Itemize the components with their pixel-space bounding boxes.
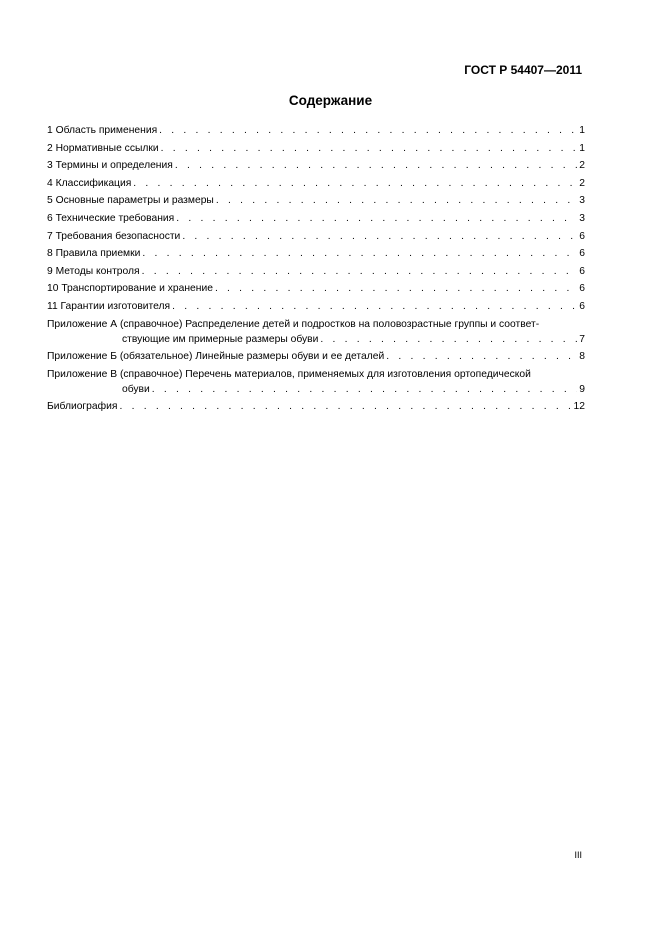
toc-item-label: 2 Нормативные ссылки bbox=[47, 142, 159, 154]
toc-leader-dots bbox=[215, 283, 577, 294]
toc-annex-page: 7 bbox=[579, 333, 585, 345]
toc-item[interactable] bbox=[47, 283, 585, 301]
toc-item-label: 1 Область применения bbox=[47, 125, 158, 136]
toc-annex-label: Приложение Б (обязательное) Линейные размеры обуви и ее деталей bbox=[47, 351, 385, 363]
toc-item-page: 6 bbox=[579, 230, 585, 242]
toc-item[interactable] bbox=[47, 266, 585, 284]
toc-annex-page: 8 bbox=[579, 351, 585, 363]
toc-item-page: 6 bbox=[579, 248, 585, 260]
toc-item-page: 1 bbox=[579, 142, 585, 154]
table-of-contents bbox=[47, 125, 585, 419]
toc-leader-dots bbox=[216, 195, 577, 206]
toc-item[interactable] bbox=[47, 231, 585, 249]
toc-item-page: 3 bbox=[579, 195, 585, 207]
toc-item-page: 6 bbox=[579, 283, 585, 295]
toc-leader-dots bbox=[161, 143, 578, 154]
toc-bibliography[interactable] bbox=[47, 401, 585, 419]
toc-annex-b[interactable] bbox=[47, 351, 585, 369]
toc-annex-label: обуви bbox=[122, 383, 150, 395]
toc-annex-title: Приложение В (справочное) Перечень материалов, применяемых для изготовления ортопедической bbox=[47, 368, 531, 380]
toc-item-label: 10 Транспортирование и хранение bbox=[47, 283, 213, 295]
toc-item-label: 3 Термины и определения bbox=[47, 160, 173, 172]
toc-annex-continuation bbox=[47, 334, 585, 352]
toc-item-page: 2 bbox=[579, 177, 585, 189]
toc-item[interactable] bbox=[47, 143, 585, 161]
toc-item-page: 6 bbox=[579, 265, 585, 277]
toc-item-label: 7 Требования безопасности bbox=[47, 230, 181, 242]
toc-leader-dots bbox=[175, 160, 577, 171]
toc-item[interactable] bbox=[47, 248, 585, 266]
toc-item-page: 3 bbox=[579, 212, 585, 224]
toc-item[interactable] bbox=[47, 213, 585, 231]
toc-item[interactable] bbox=[47, 301, 585, 319]
toc-item-page: 1 bbox=[579, 125, 585, 136]
toc-leader-dots bbox=[159, 125, 577, 136]
toc-annex-continuation bbox=[47, 384, 585, 402]
toc-annex-title: Приложение А (справочное) Распределение детей и подростков на половозрастные группы и соответ- bbox=[47, 318, 540, 330]
toc-item-label: 11 Гарантии изготовителя bbox=[47, 300, 171, 312]
document-code: ГОСТ Р 54407—2011 bbox=[464, 63, 582, 77]
toc-leader-dots bbox=[133, 178, 577, 189]
toc-item[interactable] bbox=[47, 178, 585, 196]
toc-annex-a[interactable] bbox=[47, 319, 585, 352]
toc-leader-dots bbox=[142, 266, 578, 277]
toc-bibliography-page: 12 bbox=[573, 401, 585, 413]
toc-annex-label: ствующие им примерные размеры обуви bbox=[122, 333, 319, 345]
toc-leader-dots bbox=[152, 384, 577, 395]
toc-leader-dots bbox=[119, 401, 571, 412]
toc-leader-dots bbox=[182, 231, 577, 242]
toc-leader-dots bbox=[386, 351, 577, 362]
toc-annex-v[interactable] bbox=[47, 369, 585, 402]
toc-item-label: 9 Методы контроля bbox=[47, 265, 140, 277]
toc-leader-dots bbox=[142, 248, 577, 259]
toc-item-label: 6 Технические требования bbox=[47, 212, 175, 224]
page-title: Содержание bbox=[288, 93, 373, 108]
page-number: III bbox=[574, 850, 582, 860]
toc-item-label: 4 Классификация bbox=[47, 177, 132, 189]
toc-annex-page: 9 bbox=[579, 383, 585, 395]
toc-leader-dots bbox=[172, 301, 577, 312]
toc-item-page: 2 bbox=[579, 160, 585, 172]
toc-item-label: 5 Основные параметры и размеры bbox=[47, 195, 214, 207]
toc-item[interactable] bbox=[47, 125, 585, 143]
toc-item-label: 8 Правила приемки bbox=[47, 248, 141, 260]
toc-item[interactable] bbox=[47, 160, 585, 178]
toc-item-page: 6 bbox=[579, 300, 585, 312]
toc-bibliography-label: Библиография bbox=[47, 401, 118, 413]
toc-item[interactable] bbox=[47, 195, 585, 213]
toc-leader-dots bbox=[320, 334, 577, 345]
toc-leader-dots bbox=[176, 213, 577, 224]
